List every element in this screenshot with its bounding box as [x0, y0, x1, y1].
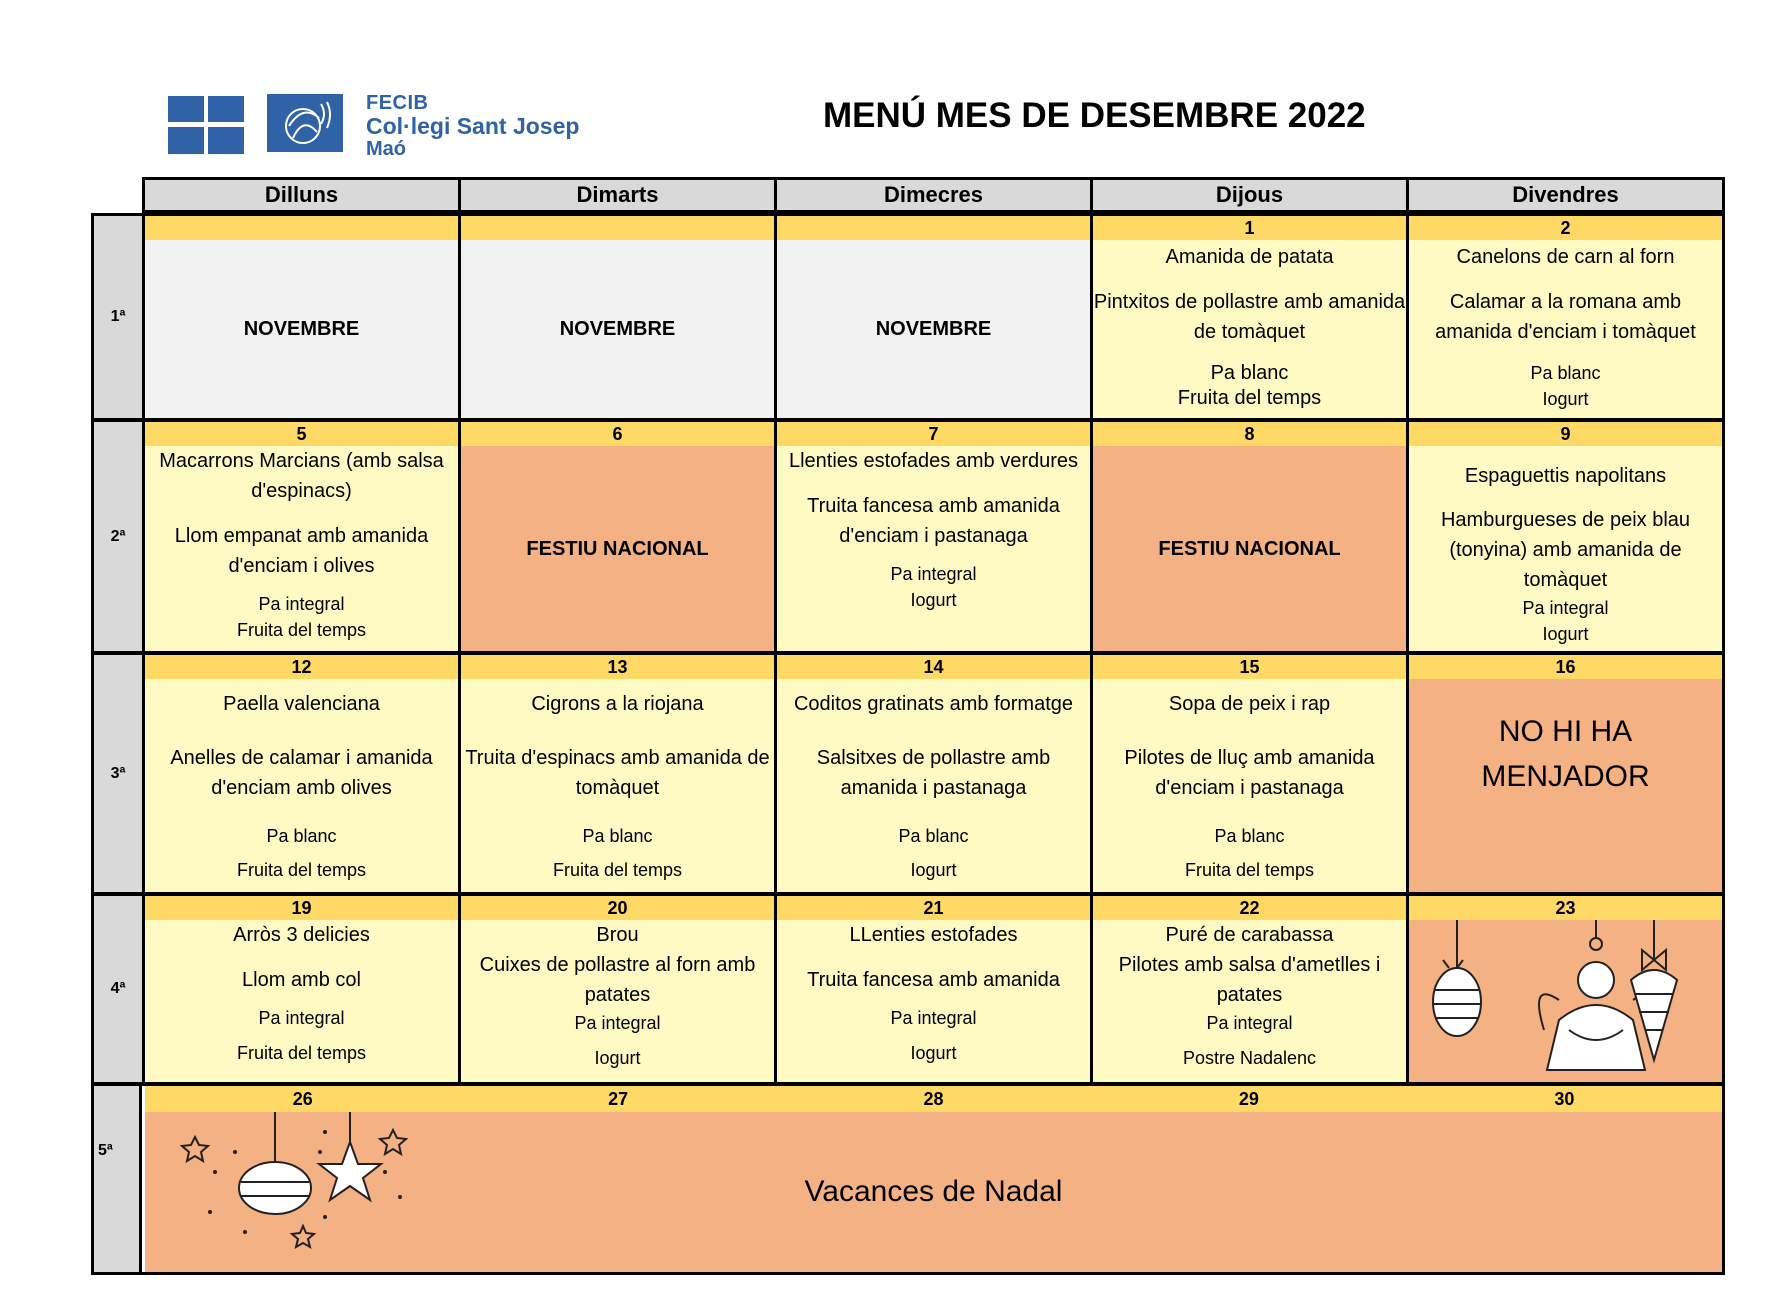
day-cell	[777, 422, 1093, 651]
menu-bread: Pa blanc	[266, 826, 337, 846]
menu-first-course: LLenties estofades	[849, 924, 1018, 946]
weekday-tuesday: Dimarts	[461, 177, 777, 210]
day-cell	[777, 216, 1093, 418]
week-row	[94, 216, 1722, 422]
week-label-text: 5ª	[98, 1142, 113, 1159]
weekday-monday: Dilluns	[145, 177, 461, 210]
day-number: 22	[1093, 896, 1406, 920]
day-number	[145, 216, 458, 240]
menu-bread: Pa integral	[258, 594, 345, 614]
day-cell	[1409, 216, 1722, 418]
weekday-thursday: Dijous	[1093, 177, 1409, 210]
school-emblem-icon	[267, 94, 343, 152]
day-cell	[461, 216, 777, 418]
day-cell	[461, 896, 777, 1082]
day-note: NOVEMBRE	[243, 318, 360, 340]
menu-first-course: Canelons de carn al forn	[1456, 246, 1675, 268]
menu-first-course: Macarrons Marcians (amb salsa d'espinacs)	[159, 450, 444, 502]
menu-first-course: Brou	[596, 924, 639, 946]
menu-dessert: Iogurt	[910, 860, 957, 880]
menu-dessert: Fruita del temps	[552, 860, 683, 880]
menu-calendar	[91, 177, 1725, 1262]
menu-bread: Pa blanc	[1210, 362, 1289, 384]
menu-second-course: Anelles de calamar i amanida d'enciam amb olives	[170, 747, 433, 799]
day-cell	[777, 896, 1093, 1082]
menu-bread: Pa integral	[1522, 598, 1609, 618]
day-number	[777, 216, 1090, 240]
weeks	[91, 213, 1725, 1275]
no-canteen-label: NO HI HA MENJADOR	[1481, 715, 1650, 793]
logo-text	[366, 92, 579, 161]
menu-second-course: Truita fancesa amb amanida d'enciam i pastanaga	[807, 495, 1060, 547]
menu-second-course: Pintxitos de pollastre amb amanida de tomàquet	[1093, 291, 1406, 343]
weekday-header	[142, 177, 1725, 213]
week-label: 3ª	[94, 655, 145, 892]
menu-bread: Pa integral	[1206, 1013, 1293, 1033]
day-cell	[145, 896, 461, 1082]
menu-second-course: Llom empanat amb amanida d'enciam i olives	[174, 525, 429, 577]
menu-dessert: Fruita del temps	[236, 860, 367, 880]
day-cell	[145, 422, 461, 651]
menu-second-course: Truita fancesa amb amanida	[807, 969, 1060, 991]
menu-second-course: Calamar a la romana amb amanida d'enciam i tomàquet	[1435, 291, 1696, 343]
day-number: 23	[1409, 896, 1722, 920]
day-number: 6	[461, 422, 774, 446]
weekday-wednesday: Dimecres	[777, 177, 1093, 210]
menu-dessert: Iogurt	[594, 1048, 641, 1068]
day-number: 7	[777, 422, 1090, 446]
menu-second-course: Truita d'espinacs amb amanida de tomàquet	[465, 747, 770, 799]
menu-first-course: Cigrons a la riojana	[531, 693, 704, 715]
school-logo	[168, 94, 628, 160]
day-number: 15	[1093, 655, 1406, 679]
day-number: 21	[777, 896, 1090, 920]
day-cell	[461, 422, 777, 651]
menu-second-course: Pilotes amb salsa d'ametlles i patates	[1118, 954, 1381, 1006]
menu-bread: Pa blanc	[1214, 826, 1285, 846]
day-number: 9	[1409, 422, 1722, 446]
day-note: NOVEMBRE	[875, 318, 992, 340]
day-number: 1	[1093, 216, 1406, 240]
menu-bread: Pa integral	[574, 1013, 661, 1033]
week-row	[94, 896, 1722, 1086]
menu-first-course: Coditos gratinats amb formatge	[793, 693, 1074, 715]
holidays-block	[145, 1112, 1722, 1272]
day-cell	[145, 216, 461, 418]
day-cell	[1409, 655, 1722, 892]
week-label	[94, 1086, 142, 1272]
angel-with-baubles-icon	[1409, 920, 1722, 1082]
menu-first-course: Puré de carabassa	[1165, 924, 1334, 946]
menu-bread: Pa integral	[890, 1008, 977, 1028]
day-cell	[1093, 422, 1409, 651]
holiday-label: FESTIU NACIONAL	[1158, 537, 1341, 560]
day-number: 8	[1093, 422, 1406, 446]
holidays-label: Vacances de Nadal	[804, 1175, 1063, 1208]
day-number: 5	[145, 422, 458, 446]
menu-first-course: Espaguettis napolitans	[1464, 465, 1667, 487]
menu-bread: Pa blanc	[582, 826, 653, 846]
day-number: 12	[145, 655, 458, 679]
week-row	[94, 1086, 1722, 1272]
menu-dessert: Iogurt	[910, 590, 957, 610]
week-label: 4ª	[94, 896, 145, 1082]
day-number: 30	[1554, 1089, 1575, 1109]
menu-first-course: Amanida de patata	[1165, 246, 1334, 268]
menu-dessert: Iogurt	[910, 1043, 957, 1063]
menu-bread: Pa blanc	[898, 826, 969, 846]
day-cell	[145, 655, 461, 892]
day-cell	[777, 655, 1093, 892]
menu-second-course: Hamburgueses de peix blau (tonyina) amb amanida de tomàquet	[1440, 509, 1691, 591]
menu-bread: Pa integral	[258, 1008, 345, 1028]
menu-second-course: Llom amb col	[242, 969, 361, 991]
day-number: 27	[608, 1089, 629, 1109]
menu-dessert: Iogurt	[1542, 389, 1589, 409]
fecib-squares-icon	[168, 96, 244, 154]
day-number: 26	[292, 1089, 313, 1109]
menu-first-course: Arròs 3 delicies	[233, 924, 370, 946]
menu-bread: Pa integral	[890, 564, 977, 584]
menu-dessert: Fruita del temps	[1184, 860, 1315, 880]
menu-second-course: Cuixes de pollastre al forn amb patates	[479, 954, 756, 1006]
day-cell	[1093, 655, 1409, 892]
day-number: 14	[777, 655, 1090, 679]
week-row	[94, 655, 1722, 896]
week-label: 2ª	[94, 422, 145, 651]
week-row	[94, 422, 1722, 655]
logo-line-2: Col·legi Sant Josep	[366, 113, 580, 139]
day-note: NOVEMBRE	[559, 318, 676, 340]
logo-line-1: FECIB	[366, 92, 429, 114]
menu-dessert: Iogurt	[1542, 624, 1589, 644]
day-number: 19	[145, 896, 458, 920]
menu-dessert: Fruita del temps	[1177, 387, 1322, 409]
menu-dessert: Postre Nadalenc	[1182, 1048, 1317, 1068]
logo-line-3: Maó	[366, 138, 406, 160]
day-number: 28	[923, 1089, 944, 1109]
day-cell	[1409, 896, 1722, 1082]
menu-first-course: Sopa de peix i rap	[1168, 693, 1331, 715]
menu-bread: Pa blanc	[1530, 363, 1601, 383]
day-numbers	[145, 1086, 1722, 1112]
menu-second-course: Salsitxes de pollastre amb amanida i pastanaga	[816, 747, 1051, 799]
day-cell	[461, 655, 777, 892]
day-number: 20	[461, 896, 774, 920]
menu-second-course: Pilotes de lluç amb amanida d'enciam i pastanaga	[1124, 747, 1375, 799]
day-cell	[1409, 422, 1722, 651]
menu-dessert: Fruita del temps	[236, 620, 367, 640]
menu-first-course: Llenties estofades amb verdures	[788, 450, 1079, 472]
page-title: MENÚ MES DE DESEMBRE 2022	[823, 96, 1366, 135]
day-number: 2	[1409, 216, 1722, 240]
weekday-friday: Divendres	[1512, 182, 1619, 207]
day-number: 16	[1409, 655, 1722, 679]
day-cell	[1093, 896, 1409, 1082]
day-number: 29	[1238, 1089, 1259, 1109]
day-number: 13	[461, 655, 774, 679]
menu-dessert: Fruita del temps	[236, 1043, 367, 1063]
day-number	[461, 216, 774, 240]
day-cell	[1093, 216, 1409, 418]
week-label: 1ª	[94, 216, 145, 418]
holiday-label: FESTIU NACIONAL	[526, 537, 709, 560]
menu-first-course: Paella valenciana	[223, 693, 380, 715]
